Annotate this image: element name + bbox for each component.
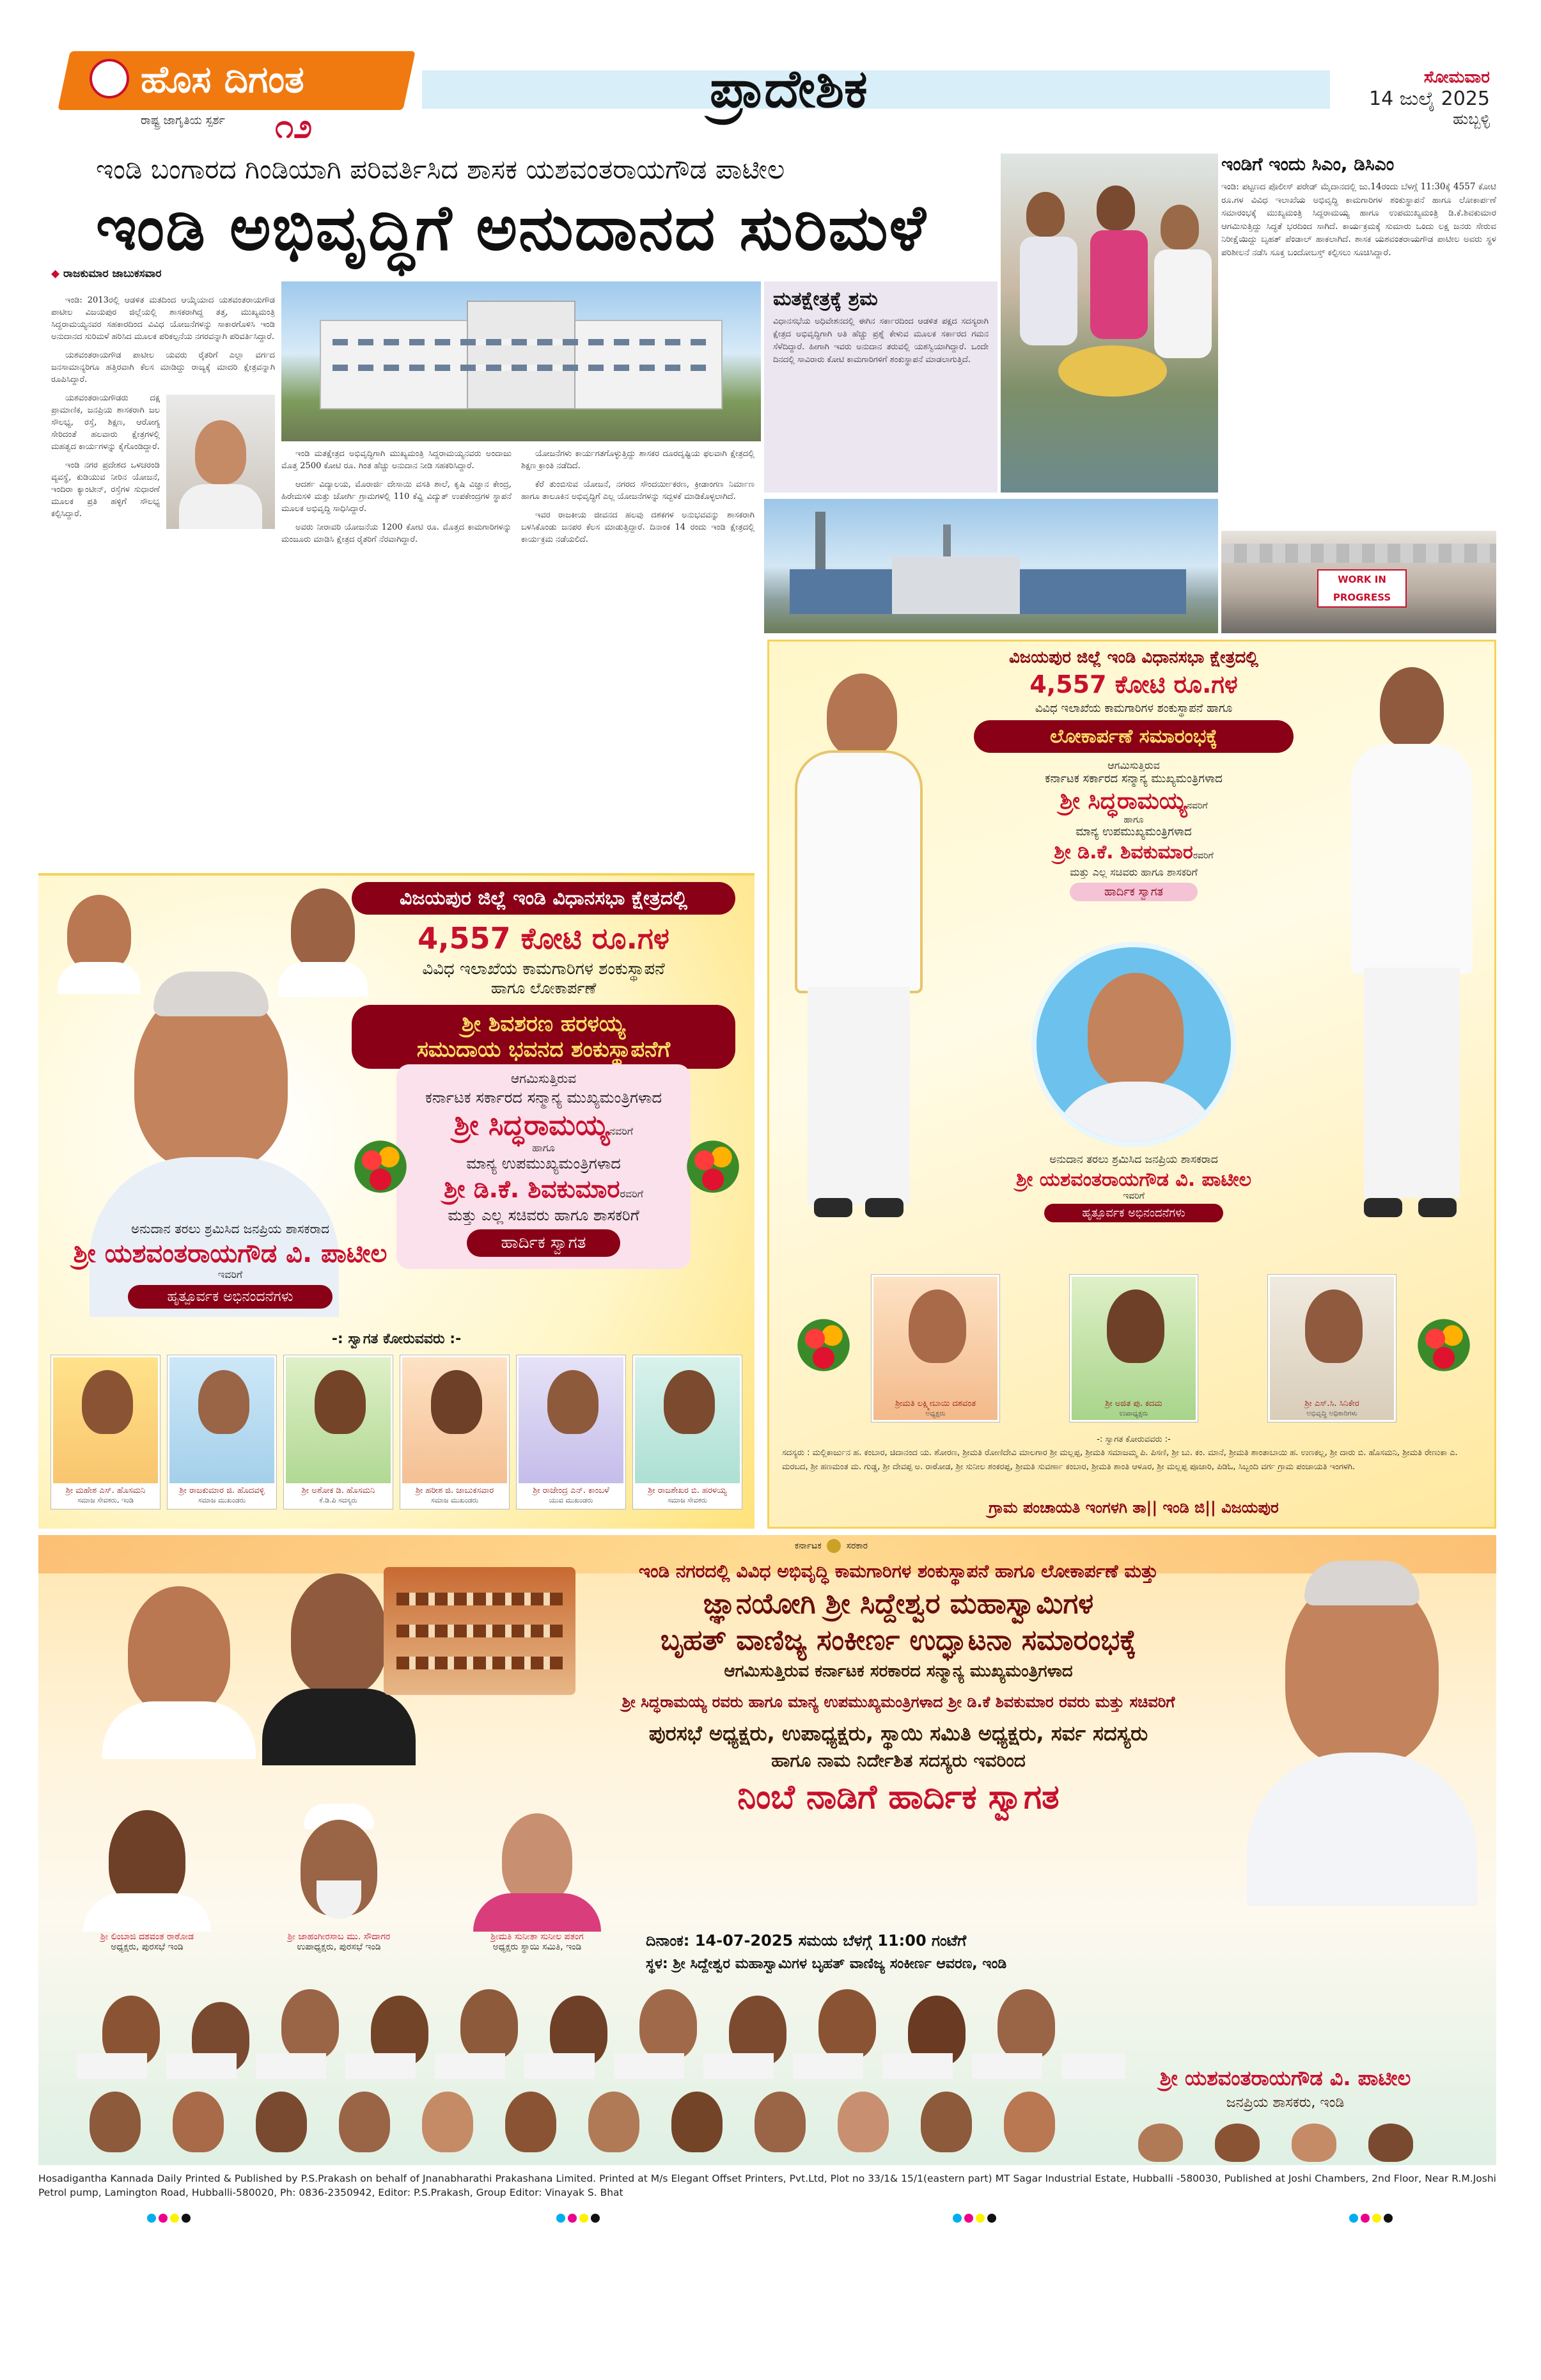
official-role: ಉಪಾಧ್ಯಕ್ಷರು, ಪುರಸಭೆ ಇಂಡಿ (297, 1942, 381, 1952)
ad-bottom (38, 1535, 1496, 2165)
ad-right-cm (929, 788, 1338, 815)
lead-col-2 (281, 448, 512, 902)
flower-decoration (352, 1135, 409, 1199)
lead-para: ಇಂಡಿ ನಗರ ಪ್ರದೇಶದ ಒಳಚರಂಡಿ ವ್ಯವಸ್ಥೆ, ಕುಡಿಯುವ ನೀರಿನ ಯೋಜನೆ, ಇಂದಿರಾ ಕ್ಯಾಂಟೀನ್, ರಸ್ತೆಗಳ ಸುಧಾರಣೆ ಮೂಲಕ ಪ್ರತಿ ಹಳ್ಳಿಗೆ ಸೌಲಭ್ಯ ಕಲ್ಪಿಸಿದ್ದಾರೆ. (51, 461, 160, 519)
person-tile (284, 1355, 393, 1509)
ad-left-dcm (396, 1175, 691, 1204)
news-brief (1221, 154, 1496, 524)
brief-body: ಇಂಡಿ: ಪಟ್ಟಣದ ಪೊಲೀಸ್ ಪರೇಡ್ ಮೈದಾನದಲ್ಲಿ ಜು.14ರಂದು ಬೆಳಗ್ಗೆ 11:30ಕ್ಕೆ 4557 ಕೋಟಿ ರೂ.ಗಳ ವಿವಿಧ ಇಲಾಖೆಯ ಅಭಿವೃದ್ಧಿ ಕಾಮಗಾರಿಗಳ ಶಂಕುಸ್ಥಾಪನೆ ಹಾಗೂ ಲೋಕಾರ್ಪಣೆ ಸಮಾರಂಭಕ್ಕೆ ಮುಖ್ಯಮಂತ್ರಿ ಸಿದ್ದರಾಮಯ್ಯ ಹಾಗೂ ಉಪಮುಖ್ಯಮಂತ್ರಿ ಡಿ.ಕೆ.ಶಿವಕುಮಾರ ಆಗಮಿಸುತ್ತಿದ್ದು ಸಿದ್ಧತೆ ಭರದಿಂದ ಸಾಗಿದೆ. ಕಾರ್ಯಕ್ರಮಕ್ಕೆ ಸುಮಾರು ಒಂದು ಲಕ್ಷ ಜನರು ಸೇರುವ ನಿರೀಕ್ಷೆಯಿದ್ದು ಬೃಹತ್ ಪೆಂಡಾಲ್ ಹಾಕಲಾಗಿದೆ. ಶಾಸಕ ಯಶವಂತರಾಯಗೌಡ ಪಾಟೀಲ ಅವರು ಸ್ಥಳ ಪರಿಶೀಲನೆ ನಡೆಸಿ ಸೂಕ್ತ ಬಂದೋಬಸ್ತ್ ಕಲ್ಪಿಸಲು ಸೂಚಿಸಿದ್ದಾರೆ. (1221, 182, 1496, 258)
person-name: ಶ್ರೀ ಅಜಿತ ಪು. ಕದಮ (1105, 1399, 1162, 1408)
lead-para: ಆದರ್ಶ ವಿದ್ಯಾಲಯ, ಮೊರಾರ್ಜಿ ದೇಸಾಯಿ ವಸತಿ ಶಾಲೆ, ಕೃಷಿ ವಿಜ್ಞಾನ ಕೇಂದ್ರ, ಹಿರೇಮಸಳಿ ಮತ್ತು ಚೋರ್ಗಿ ಗ್ರಾಮಗಳಲ್ಲಿ 110 ಕೆವ್ಹಿ ವಿದ್ಯುತ್ ಉಪಕೇಂದ್ರಗಳ ಸ್ಥಾಪನೆ ಮೂಲಕ ಅಭಿವೃದ್ಧಿ ಸಾಧಿಸಿದ್ದಾರೆ. (281, 480, 512, 514)
person-role: ಅಧ್ಯಕ್ಷರು (925, 1409, 946, 1417)
ad-bottom-line5: ಶ್ರೀ ಸಿದ್ಧರಾಮಯ್ಯ ರವರು ಹಾಗೂ ಮಾನ್ಯ ಉಪಮುಖ್ಯಮಂತ್ರಿಗಳಾದ ಶ್ರೀ ಡಿ.ಕೆ ಶಿವಕುಮಾರ ರವರು ಮತ್ತು ಸಚಿವರಿಗೆ (622, 1693, 1175, 1711)
ad-left-amount: 4,557 ಕೋಟಿ ರೂ.ಗಳ (418, 921, 669, 956)
flower-decoration (795, 1313, 852, 1377)
person-role: ಅಭಿವೃದ್ಧಿ ಅಧಿಕಾರಿಗಳು (1306, 1409, 1357, 1417)
members-photo-row (77, 1983, 1125, 2162)
ad-bottom-welcome: ನಿಂಬೆ ನಾಡಿಗೆ ಹಾರ್ದಿಕ ಸ್ವಾಗತ (737, 1778, 1060, 1817)
official-tile (64, 1804, 230, 1964)
ad-bottom-officials (64, 1804, 703, 1964)
ad-right-footer: ಗ್ರಾಮ ಪಂಚಾಯತಿ ಇಂಗಳಗಿ ತಾ|| ಇಂಡಿ ಜಿ|| ವಿಜಯಪುರ (989, 1499, 1279, 1517)
person-name: ಶ್ರೀಮತಿ ಲಕ್ಷ್ಮೀಬಾಯಿ ದಶವಂತ (895, 1399, 976, 1408)
imprint: Hosadigantha Kannada Daily Printed & Published by P.S.Prakash on behalf of Jnanabharathi Prakashana Limited. Printed at M/s Elegant Offset Printers, Pvt.Ltd, Plot no 33/1& 15/1(eastern part) MT Sagar Industrial Estate, Hubballi -580030, Published at Joshi Chambers, 2nd Floor, Near R.M.Joshi Petrol pump, Lamington Road, Hubballi-580020, Ph: 0836-2350942, Editor: P.S.Prakash, Group Editor: Vinayak S. Bhat (38, 2173, 1496, 2198)
person-role: ಉಪಾಧ್ಯಕ್ಷರು (1119, 1409, 1148, 1417)
person-name: ಶ್ರೀ ಹರೀಶ ಜಿ. ಜಾಬುಕಸವಾರ (415, 1486, 494, 1495)
ad-right-cm-name: ಶ್ರೀ ಸಿದ್ಧರಾಮಯ್ಯ (1060, 788, 1187, 814)
date: 14 ಜುಲೈ 2025 (1369, 88, 1490, 110)
person-name: ಶ್ರೀ ಎಸ್.ಸಿ. ಸಿನಿಕೇರ (1304, 1399, 1359, 1408)
side-box-body: ವಿಧಾನಸಭೆಯ ಅಧಿವೇಶನದಲ್ಲಿ ಈಗಿನ ಸರ್ಕಾರದಿಂದ ಆಡಳಿತ ಪಕ್ಷದ ಸದಸ್ಯರಾಗಿ ಕ್ಷೇತ್ರದ ಅಭಿವೃದ್ಧಿಗಾಗಿ ಅತಿ ಹೆಚ್ಚು ಪ್ರಶ್ನೆ ಕೇಳುವ ಮೂಲಕ ಸರ್ಕಾರದ ಗಮನ ಸೆಳೆದಿದ್ದಾರೆ. ಹೀಗಾಗಿ ಇವರು ಅನುದಾನ ತರುವಲ್ಲಿ ಯಶಸ್ವಿಯಾಗಿದ್ದಾರೆ. ಒಂದೇ ದಿನದಲ್ಲಿ ಸಾವಿರಾರು ಕೋಟಿ ಕಾಮಗಾರಿಗಳಿಗೆ ಶಂಕುಸ್ಥಾಪನೆ ಮಾಡಲಾಗುತ್ತಿದೆ. (773, 317, 989, 365)
ad-bottom-mla (1125, 2066, 1445, 2111)
person-name: ಶ್ರೀ ರಾಜೇಂದ್ರ ಎನ್. ಕಾಂಬಳೆ (533, 1486, 609, 1495)
ad-bottom-line7: ಹಾಗೂ ನಾಮ ನಿರ್ದೇಶಿತ ಸದಸ್ಯರು ಇವರಿಂದ (771, 1750, 1026, 1771)
ad-right-mla-name: ಶ್ರೀ ಯಶವಂತರಾಯಗೌಡ ವಿ. ಪಾಟೀಲ (1015, 1169, 1252, 1191)
ad-right-mla-suffix: ಇವರಿಗೆ (1123, 1191, 1145, 1201)
logo (64, 51, 422, 147)
lead-kicker: ಇಂಡಿ ಬಂಗಾರದ ಗಿಂಡಿಯಾಗಿ ಪರಿವರ್ತಿಸಿದ ಶಾಸಕ ಯಶವಂತರಾಯಗೌಡ ಪಾಟೀಲ (96, 154, 785, 185)
factory-photo (764, 499, 1218, 633)
magenta-dot-icon (964, 2214, 973, 2223)
ad-bottom-mla-name: ಶ್ರೀ ಯಶವಂತರಾಯಗೌಡ ವಿ. ಪಾಟೀಲ (1159, 2066, 1411, 2090)
person-tile (400, 1355, 509, 1509)
ad-right-ministers: ಮತ್ತು ಎಲ್ಲ ಸಚಿವರು ಹಾಗೂ ಶಾಸಕರಿಗೆ (1070, 866, 1198, 878)
magenta-dot-icon (159, 2214, 168, 2223)
ad-left-highlight2: ಸಮುದಾಯ ಭವನದ ಶಂಕುಸ್ಥಾಪನೆಗೆ (416, 1037, 671, 1062)
ad-left-greeting: ಹೃತ್ಪೂರ್ವಕ ಅಭಿನಂದನೆಗಳು (128, 1285, 332, 1309)
lead-col-3 (521, 448, 755, 902)
registration-marks (1349, 2213, 1395, 2225)
cyan-dot-icon (556, 2214, 565, 2223)
person-role: ಸಮಾಜ ಮುಖಂಡರು (198, 1496, 246, 1504)
person-role: ಸಮಾಜ ಮುಖಂಡರು (430, 1496, 479, 1504)
ad-bottom-venue: ಸ್ಥಳ: ಶ್ರೀ ಸಿದ್ದೇಶ್ವರ ಮಹಾಸ್ವಾಮಿಗಳ ಬೃಹತ್ ವಾಣಿಜ್ಯ ಸಂಕೀರ್ಣ ಆವರಣ, ಇಂಡಿ (646, 1956, 1007, 1972)
building-photo (281, 281, 761, 441)
ad-right-dcm-name: ಶ್ರೀ ಡಿ.ಕೆ. ಶಿವಕುಮಾರ (1054, 841, 1193, 863)
cyan-dot-icon (1349, 2214, 1358, 2223)
official-role: ಅಧ್ಯಕ್ಷರು ಸ್ಥಾಯಿ ಸಮಿತಿ, ಇಂಡಿ (492, 1942, 582, 1952)
black-dot-icon (987, 2214, 996, 2223)
ad-right-cm-title: ಕರ್ನಾಟಕ ಸರ್ಕಾರದ ಸನ್ಮಾನ್ಯ ಮುಖ್ಯಮಂತ್ರಿಗಳಾದ (1045, 772, 1223, 785)
ad-left (38, 873, 755, 1529)
ad-bottom-line4: ಆಗಮಿಸುತ್ತಿರುವ ಕರ್ನಾಟಕ ಸರಕಾರದ ಸನ್ಮಾನ್ಯ ಮುಖ್ಯಮಂತ್ರಿಗಳಾದ (724, 1662, 1073, 1681)
ad-right-arriving: ಆಗಮಿಸುತ್ತಿರುವ (1107, 759, 1160, 771)
cm-photo (96, 1567, 262, 1759)
govt-emblem (780, 1539, 882, 1553)
ad-right-highlight: ಲೋಕಾರ್ಪಣೆ ಸಮಾರಂಭಕ್ಕೆ (974, 720, 1294, 753)
ad-bottom-mla-photo (1240, 1548, 1483, 1906)
lead-para: ಯಶವಂತರಾಯಗೌಡರು ದಕ್ಷ ಪ್ರಾಮಾಣಿಕ, ಜನಪ್ರಿಯ ಶಾಸಕರಾಗಿ ಜಲ ಸೌಲಭ್ಯ, ರಸ್ತೆ, ಶಿಕ್ಷಣ, ಆರೋಗ್ಯ ಸೇರಿದಂತೆ ಹಲವಾರು ಕ್ಷೇತ್ರಗಳಲ್ಲಿ ಮಹತ್ವದ ಕಾರ್ಯಗಳನ್ನು ಕೈಗೊಂಡಿದ್ದಾರೆ. (51, 393, 160, 452)
registration-marks (556, 2213, 602, 2225)
ad-right-members-label: -: ಸ್ವಾಗತ ಕೋರುವವರು :- (1097, 1435, 1171, 1444)
registration-marks (953, 2213, 999, 2225)
ad-left-mla-suffix: ಇವರಿಗೆ (217, 1268, 243, 1281)
pendal-photo (1221, 531, 1496, 633)
lead-col-1 (51, 294, 275, 902)
person-tile (1268, 1275, 1396, 1422)
ad-right-place: ವಿಜಯಪುರ ಜಿಲ್ಲೆ ಇಂಡಿ ವಿಧಾನಸಭಾ ಕ್ಷೇತ್ರದಲ್ಲಿ (1009, 648, 1258, 667)
ad-left-line1: ವಿವಿಧ ಇಲಾಖೆಯ ಕಾಮಗಾರಿಗಳ ಶಂಕುಸ್ಥಾಪನೆ (422, 959, 665, 979)
ad-right-cm-suffix: ನವರಿಗೆ (1187, 801, 1208, 811)
masthead-rule (422, 70, 1330, 109)
magenta-dot-icon (568, 2214, 577, 2223)
byline (51, 267, 281, 280)
ad-right-members: ಸದಸ್ಯರು : ಮಲ್ಲಿಕಾರ್ಜುನ ಹ. ಕಂಬಾರ, ಚಿದಾನಂದ ಯ. ಶೋರಣ, ಶ್ರೀಮತಿ ರೋಣಿದೇವಿ ಮಾಲಗಾರ ಶ್ರೀ ಮಲ್ಲಪ್ಪ, ಶ್ರೀಮತಿ ಸಮಾಜಮ್ಮ ಪಿ. ಪಿಸಣಿ, ಶ್ರೀ ಬು. ಕಂ. ಮಾನೆ, ಶ್ರೀಮತಿ ಶಾಂತಾಬಾಯಿ ಹ. ಉಣಕಲ್ಲ, ಶ್ರೀ ದಾರು ಬಿ. ಹೊಸಮನಿ, ಶ್ರೀಮತಿ ರೇಣುಕಾ ಎ. ಮರಬದ, ಶ್ರೀ ಹಣಮಂತ ಮ. ಗುಡ್ಡ, ಶ್ರೀ ದೇವಪ್ಪ ಅ. ರಾಠೋಡ, ಶ್ರೀ ಸುನೀಲ ಶಂಕರಪ್ಪ, ಶ್ರೀಮತಿ ಸುವರ್ಣಾ ಕಂಬಾರ, ಶ್ರೀಮತಿ ಶಾಂತಿ ಆಳೂರ, ಶ್ರೀ ಮಲ್ಲಪ್ಪ ಪೂಜಾರಿ, ಪಿಡಿಓ, ಸಿಬ್ಬಂದಿ ವರ್ಗ ಗ್ರಾಮ ಪಂಚಾಯತಿ ಇಂಗಳಗಿ. (782, 1448, 1458, 1472)
cyan-dot-icon (953, 2214, 962, 2223)
ad-bottom-line2: ಜ್ಞಾನಯೋಗಿ ಶ್ರೀ ಸಿದ್ದೇಶ್ವರ ಮಹಾಸ್ವಾಮಿಗಳ (703, 1588, 1094, 1620)
side-box-title: ಮತಕ್ಷೇತ್ರಕ್ಕೆ ಶ್ರಮ (773, 288, 878, 310)
ad-left-dcm-suffix: ರವರಿಗೆ (620, 1188, 643, 1200)
ad-left-cm-title: ಕರ್ನಾಟಕ ಸರ್ಕಾರದ ಸನ್ಮಾನ್ಯ ಮುಖ್ಯಮಂತ್ರಿಗಳಾದ (425, 1089, 662, 1107)
ad-left-pink (396, 1064, 691, 1269)
cyan-dot-icon (147, 2214, 156, 2223)
work-sign-text: WORK IN PROGRESS (1333, 574, 1391, 603)
flower-decoration (1415, 1313, 1473, 1377)
person-tile (51, 1355, 160, 1509)
ad-right-mla-title: ಅನುದಾನ ತರಲು ಶ್ರಮಿಸಿದ ಜನಪ್ರಿಯ ಶಾಸಕರಾದ (1049, 1153, 1218, 1166)
ad-right-dcm (929, 841, 1338, 863)
ad-left-dcm-name: ಶ್ರೀ ಡಿ.ಕೆ. ಶಿವಕುಮಾರ (444, 1175, 620, 1203)
ad-left-cm-suffix: ನವರಿಗೆ (609, 1125, 634, 1137)
section-title: ಪ್ರಾದೇಶಿಕ (710, 59, 868, 120)
ad-left-mla-title: ಅನುದಾನ ತರಲು ಶ್ರಮಿಸಿದ ಜನಪ್ರಿಯ ಶಾಸಕರಾದ (130, 1221, 330, 1236)
ad-bottom-line3: ಬೃಹತ್ ವಾಣಿಜ್ಯ ಸಂಕೀರ್ಣ ಉದ್ಘಾಟನಾ ಸಮಾರಂಭಕ್ಕೆ (660, 1624, 1137, 1657)
ad-right-mla-photo (1031, 942, 1236, 1147)
ad-right-people-row (872, 1275, 1396, 1428)
ad-left-ministers: ಮತ್ತು ಎಲ್ಲ ಸಚಿವರು ಹಾಗೂ ಶಾಸಕರಿಗೆ (448, 1206, 639, 1224)
lead-para: ಅವರು ನೀರಾವರಿ ಯೋಜನೆಯ 1200 ಕೋಟಿ ರೂ. ಮೊತ್ತದ ಕಾಮಗಾರಿಗಳನ್ನು ಮಂಜೂರು ಮಾಡಿಸಿ ಕ್ಷೇತ್ರದ ರೈತರಿಗೆ ನೆರವಾಗಿದ್ದಾರೆ. (281, 523, 512, 544)
ad-left-cm-name: ಶ್ರೀ ಸಿದ್ಧರಾಮಯ್ಯ (453, 1109, 610, 1142)
ad-left-welcomers: -: ಸ್ವಾಗತ ಕೋರುವವರು :- (331, 1331, 462, 1347)
person-role: ಕೆ.ಡಿ.ಪಿ ಸದಸ್ಯರು (319, 1496, 357, 1504)
govt-label-2: ಸರಕಾರ (846, 1541, 868, 1551)
ad-right-dcm-suffix: ರವರಿಗೆ (1193, 851, 1214, 861)
ad-left-mla-name: ಶ್ರೀ ಯಶವಂತರಾಯಗೌಡ ವಿ. ಪಾಟೀಲ (73, 1239, 387, 1268)
person-role: ಯುವ ಮುಖಂಡರು (549, 1496, 593, 1504)
members-photo-row (1125, 2124, 1483, 2162)
govt-label: ಕರ್ನಾಟಕ (794, 1541, 822, 1551)
side-box (764, 281, 997, 493)
ad-left-highlight1: ಶ್ರೀ ಶಿವಶರಣ ಹರಳಯ್ಯ (462, 1011, 625, 1037)
lead-para: ಇವರ ರಾಜಕೀಯ ಜೀವನದ ಹಲವು ದಶಕಗಳ ಅನುಭವವನ್ನು ಶಾಸಕರಾಗಿ ಬಳಸಿಕೊಂಡು ಜನಪರ ಕೆಲಸ ಮಾಡುತ್ತಿದ್ದಾರೆ. ದಿನಾಂಕ 14 ರಂದು ಇಂಡಿ ಕ್ಷೇತ್ರದಲ್ಲಿ ಕಾರ್ಯಕ್ರಮ ನಡೆಯಲಿದೆ. (521, 510, 755, 544)
lead-para: ಯೋಜನೆಗಳು ಕಾರ್ಯಗತಗೊಳ್ಳುತ್ತಿದ್ದು ಶಾಸಕರ ದೂರದೃಷ್ಟಿಯ ಫಲವಾಗಿ ಕ್ಷೇತ್ರದಲ್ಲಿ ಶಿಕ್ಷಣ ಕ್ರಾಂತಿ ನಡೆದಿದೆ. (521, 449, 755, 471)
magenta-dot-icon (1361, 2214, 1370, 2223)
brief-title: ಇಂಡಿಗೆ ಇಂದು ಸಿಎಂ, ಡಿಸಿಎಂ (1221, 154, 1395, 175)
yellow-dot-icon (579, 2214, 588, 2223)
person-tile (1070, 1275, 1198, 1422)
person-role: ಸಮಾಜ ಸೇವಕರು (668, 1496, 707, 1504)
city: ಹುಬ್ಬಳ್ಳಿ (1453, 110, 1490, 128)
lead-headline: ಇಂಡಿ ಅಭಿವೃದ್ಧಿಗೆ ಅನುದಾನದ ಸುರಿಮಳೆ (96, 192, 927, 265)
masthead (38, 45, 1496, 154)
ad-bottom-mla-role: ಜನಪ್ರಿಯ ಶಾಸಕರು, ಇಂಡಿ (1226, 2095, 1345, 2111)
byline-name: ರಾಜಕುಮಾರ ಜಾಬುಕಸವಾರ (63, 267, 162, 280)
day: ಸೋಮವಾರ (1423, 68, 1490, 87)
person-tile (517, 1355, 625, 1509)
ad-left-people-row (51, 1355, 742, 1515)
ad-left-dcm-title: ಮಾನ್ಯ ಉಪಮುಖ್ಯಮಂತ್ರಿಗಳಾದ (466, 1155, 621, 1172)
lead-para: ಕೆರೆ ತುಂಬಿಸುವ ಯೋಜನೆ, ನಗರದ ಸೌಂದರ್ಯೀಕರಣ, ಕ್ರೀಡಾಂಗಣ ನಿರ್ಮಾಣ ಹಾಗೂ ತಾಲೂಕಿನ ಅಭಿವೃದ್ಧಿಗೆ ಎಲ್ಲ ಯೋಜನೆಗಳನ್ನು ಸದ್ಬಳಕೆ ಮಾಡಿಕೊಳ್ಳಲಾಗಿದೆ. (521, 480, 755, 501)
logo-text: ಹೊಸ ದಿಗಂತ (141, 58, 304, 101)
ad-left-highlight (352, 1005, 735, 1069)
yellow-dot-icon (170, 2214, 179, 2223)
byline-bullet-icon: ◆ (51, 267, 63, 280)
official-tile (454, 1804, 620, 1964)
flower-decoration (684, 1135, 742, 1199)
person-tile (872, 1275, 999, 1422)
yellow-dot-icon (1372, 2214, 1381, 2223)
official-name: ಶ್ರೀ ಜಾಹಂಗೀರಸಾಬ ಮು. ಸೌದಾಗರ (287, 1932, 391, 1942)
ad-bottom-line6: ಪುರಸಭೆ ಅಧ್ಯಕ್ಷರು, ಉಪಾಧ್ಯಕ್ಷರು, ಸ್ಥಾಯಿ ಸಮಿತಿ ಅಧ್ಯಕ್ಷರು, ಸರ್ವ ಸದಸ್ಯರು (648, 1721, 1148, 1746)
ad-right-and: ಹಾಗೂ (1123, 815, 1144, 825)
person-tile (168, 1355, 276, 1509)
lead-para: ಯಶವಂತರಾಯಗೌಡ ಪಾಟೀಲ ಯವರು ರೈತರಿಗೆ ಎಲ್ಲಾ ವರ್ಗದ ಜನಸಾಮಾನ್ಯರಿಗೂ ಹತ್ತಿರವಾಗಿ ಕೆಲಸ ಮಾಡಿದ್ದು ರಾಜ್ಯಕ್ಕೆ ಮಾದರಿ ಕ್ಷೇತ್ರವನ್ನಾಗಿ ರೂಪಿಸಿದ್ದಾರೆ. (51, 351, 275, 384)
official-name: ಶ್ರೀ ಲಿಂಬಾಜಿ ದಶವಂತ ರಾಠೋಡ (100, 1932, 194, 1942)
ad-right (767, 640, 1496, 1529)
person-name: ಶ್ರೀ ಮಹೇಶ ಎಸ್. ಹೊಸಮನಿ (65, 1486, 146, 1495)
mla-photo-small (166, 395, 275, 529)
black-dot-icon (1384, 2214, 1393, 2223)
dcm-standing-photo (1338, 654, 1485, 1230)
ad-left-place: ವಿಜಯಪುರ ಜಿಲ್ಲೆ ಇಂಡಿ ವಿಧಾನಸಭಾ ಕ್ಷೇತ್ರದಲ್ಲಿ (352, 882, 735, 915)
ad-left-welcome: ಹಾರ್ದಿಕ ಸ್ವಾಗತ (467, 1229, 620, 1257)
logo-tagline: ರಾಷ್ಟ್ರ ಜಾಗೃತಿಯ ಸ್ಪರ್ಶ (141, 114, 225, 127)
person-role: ಸಮಾಜ ಸೇವಕರು, ಇಂಡಿ (77, 1496, 134, 1504)
ad-left-arriving: ಆಗಮಿಸುತ್ತಿರುವ (510, 1071, 577, 1086)
person-name: ಶ್ರೀ ಅಶೋಕ ಡಿ. ಹೊಸಮನಿ (301, 1486, 375, 1495)
ceremony-photo (1001, 154, 1218, 493)
page-number: ೧೨ (275, 107, 313, 146)
ad-left-and: ಹಾಗೂ (532, 1142, 555, 1154)
cm-standing-photo (782, 661, 935, 1236)
lead-para: ಇಂಡಿ: 2013ರಲ್ಲಿ ಆಡಳಿತ ಮತದಿಂದ ಆಯ್ಕೆಯಾದ ಯಶವಂತರಾಯಗೌಡ ಪಾಟೀಲ ವಿಜಯಪುರ ಜಿಲ್ಲೆಯಲ್ಲಿ ಶಾಸಕರಾಗಿದ್ದ ತತ್ತ, ಮುಖ್ಯಮಂತ್ರಿ ಸಿದ್ದರಾಮಯ್ಯನವರ ಸಹಕಾರದಿಂದ ವಿವಿಧ ಯೋಜನೆಗಳನ್ನು ಸಾಕಾರಗೊಳಿಸಿ ಇಂಡಿ ಅನುದಾನದ ಸುರಿಮಳೆ ಹರಿಸಿದ ಮೂಲಕ ಪರಿಕಲ್ಪನೆಯ ನಗರವನ್ನಾಗಿ ಪರಿವರ್ತಿಸಿದ್ದಾರೆ. (51, 296, 275, 342)
person-name: ಶ್ರೀ ರಾಜಕುಮಾರ ಜಿ. ಹೊದವಳ್ಳಿ (179, 1486, 265, 1495)
ad-right-dcm-title: ಮಾನ್ಯ ಉಪಮುಖ್ಯಮಂತ್ರಿಗಳಾದ (1076, 825, 1192, 839)
person-name: ಶ್ರೀ ರಾಜಶೇಖರ ಬಿ. ಹರಳಯ್ಯ (648, 1486, 727, 1495)
ad-right-welcome: ಹಾರ್ದಿಕ ಸ್ವಾಗತ (1070, 883, 1198, 901)
person-tile (633, 1355, 742, 1509)
ad-bottom-date: ದಿನಾಂಕ: 14-07-2025 ಸಮಯ ಬೆಳಗ್ಗೆ 11:00 ಗಂಟೆಗೆ (646, 1932, 967, 1950)
ad-left-line2: ಹಾಗೂ ಲೋಕಾರ್ಪಣೆ (490, 979, 597, 997)
work-sign (1317, 569, 1407, 608)
lead-para: ಇಂಡಿ ಮತಕ್ಷೇತ್ರದ ಅಭಿವೃದ್ಧಿಗಾಗಿ ಮುಖ್ಯಮಂತ್ರಿ ಸಿದ್ದರಾಮಯ್ಯನವರು ಅಂದಾಜು ಮೊತ್ತ 2500 ಕೋಟಿ ರೂ. ಗಿಂತ ಹೆಚ್ಚು ಅನುದಾನ ನೀಡಿ ಸಹಕರಿಸಿದ್ದಾರೆ. (281, 449, 512, 471)
registration-marks (147, 2213, 193, 2225)
logo-emblem-icon (90, 59, 129, 99)
ad-right-line1: ವಿವಿಧ ಇಲಾಖೆಯ ಕಾಮಗಾರಿಗಳ ಶಂಕುಸ್ಥಾಪನೆ ಹಾಗೂ (1035, 702, 1233, 715)
black-dot-icon (591, 2214, 600, 2223)
ad-bottom-line1: ಇಂಡಿ ನಗರದಲ್ಲಿ ವಿವಿಧ ಅಭಿವೃದ್ಧಿ ಕಾಮಗಾರಿಗಳ ಶಂಕುಸ್ಥಾಪನೆ ಹಾಗೂ ಲೋಕಾರ್ಪಣೆ ಮತ್ತು (638, 1561, 1159, 1582)
black-dot-icon (182, 2214, 191, 2223)
ad-right-amount: 4,557 ಕೋಟಿ ರೂ.ಗಳ (1029, 670, 1238, 698)
ad-left-cm (396, 1109, 691, 1142)
official-name: ಶ್ರೀಮತಿ ಸುನೀತಾ ಸುನೀಲ ಪತಂಗ (490, 1932, 584, 1942)
official-role: ಅಧ್ಯಕ್ಷರು, ಪುರಸಭೆ ಇಂಡಿ (111, 1942, 184, 1952)
official-tile (256, 1804, 422, 1964)
dateline (1343, 68, 1490, 128)
ad-right-greeting: ಹೃತ್ಪೂರ್ವಕ ಅಭಿನಂದನೆಗಳು (1044, 1204, 1223, 1222)
emblem-icon (827, 1539, 841, 1553)
yellow-dot-icon (976, 2214, 985, 2223)
